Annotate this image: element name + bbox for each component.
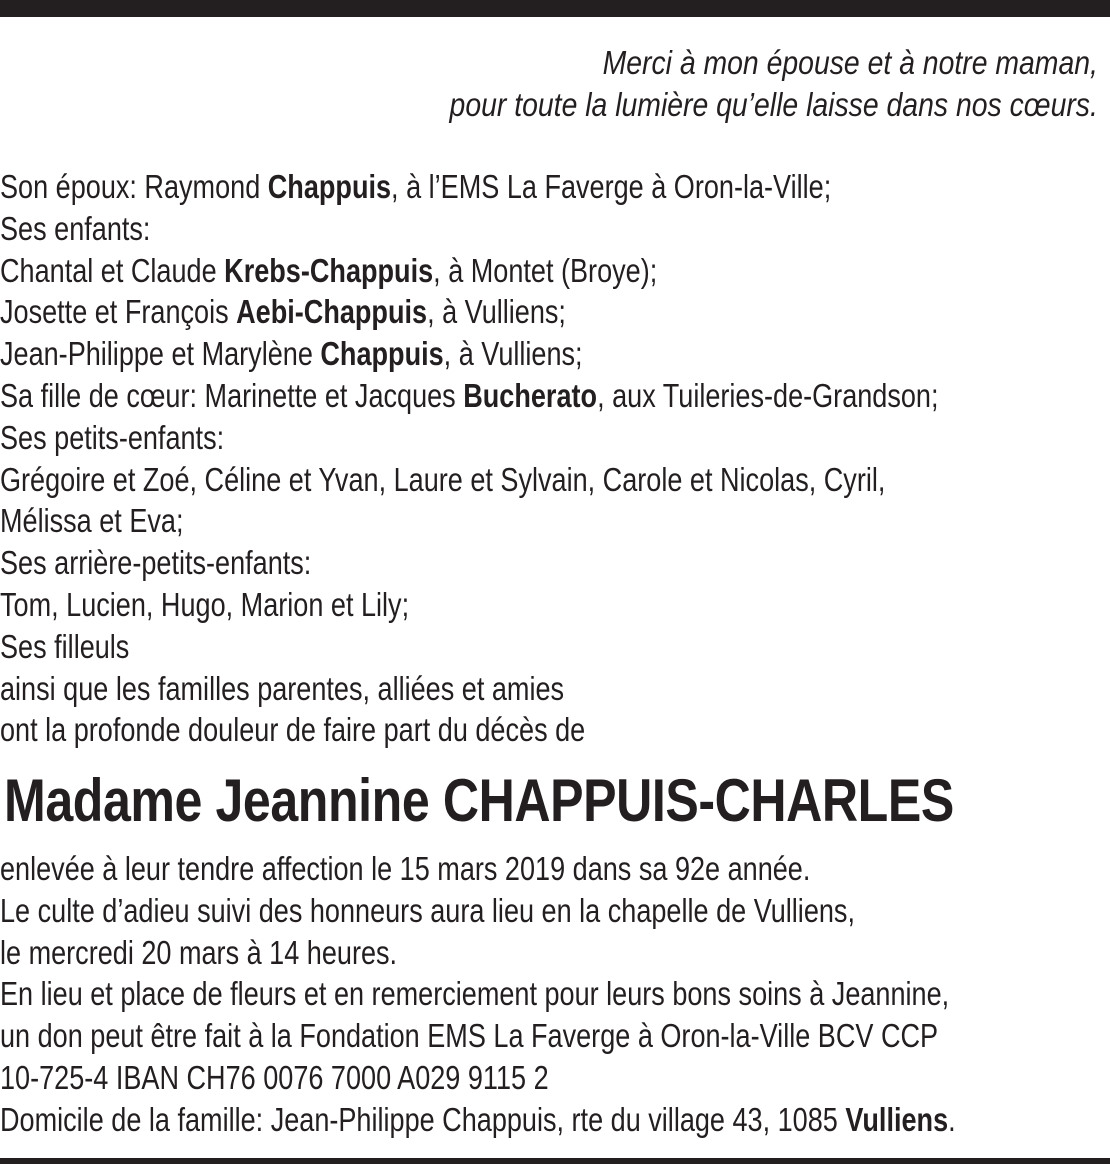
grandchildren-line: Mélissa et Eva; bbox=[0, 502, 184, 540]
spouse-line: Son époux: Raymond Chappuis, à l’EMS La Faverge à Oron-la-Ville; bbox=[0, 168, 832, 205]
details-line: un don peut être fait à la Fondation EMS La Faverge à Oron-la-Ville BCV CCP bbox=[0, 1017, 939, 1055]
child-line: Josette et François Aebi-Chappuis, à Vulliens; bbox=[0, 293, 566, 331]
great-grandchildren-heading: Ses arrière-petits-enfants: bbox=[0, 544, 312, 582]
details-line: enlevée à leur tendre affection le 15 mars 2019 dans sa 92e année. bbox=[0, 850, 811, 887]
family-list bbox=[0, 166, 938, 751]
announcement-line: ont la profonde douleur de faire part du décès de bbox=[0, 711, 586, 749]
child-line: Jean-Philippe et Marylène Chappuis, à Vulliens; bbox=[0, 335, 583, 373]
godchildren-line: Ses filleuls bbox=[0, 627, 130, 665]
epigraph-line: Merci à mon épouse et à notre maman, bbox=[602, 44, 1098, 81]
epigraph bbox=[450, 42, 1098, 126]
epigraph-line: pour toute la lumière qu’elle laisse dans nos cœurs. bbox=[449, 86, 1098, 123]
details-line: 10-725-4 IBAN CH76 0076 7000 A029 9115 2 bbox=[0, 1058, 549, 1096]
children-heading: Ses enfants: bbox=[0, 209, 151, 247]
top-rule bbox=[0, 0, 1110, 17]
deceased-name: Madame Jeannine CHAPPUIS-CHARLES bbox=[4, 767, 954, 834]
domicile-line: Domicile de la famille: Jean-Philippe Chappuis, rte du village 43, 1085 Vulliens. bbox=[0, 1100, 956, 1138]
details-line: le mercredi 20 mars à 14 heures. bbox=[0, 933, 398, 971]
details bbox=[0, 848, 956, 1141]
heart-daughter-line: Sa fille de cœur: Marinette et Jacques Bucherato, aux Tuileries-de-Grandson; bbox=[0, 376, 939, 414]
details-line: En lieu et place de fleurs et en remerciement pour leurs bons soins à Jeannine, bbox=[0, 975, 950, 1013]
details-line: Le culte d’adieu suivi des honneurs aura lieu en la chapelle de Vulliens, bbox=[0, 891, 855, 929]
great-grandchildren-line: Tom, Lucien, Hugo, Marion et Lily; bbox=[0, 585, 410, 623]
child-line: Chantal et Claude Krebs-Chappuis, à Montet (Broye); bbox=[0, 251, 658, 289]
bottom-rule bbox=[0, 1158, 1110, 1164]
grandchildren-line: Grégoire et Zoé, Céline et Yvan, Laure et Sylvain, Carole et Nicolas, Cyril, bbox=[0, 460, 886, 498]
relatives-line: ainsi que les familles parentes, alliées et amies bbox=[0, 669, 565, 707]
grandchildren-heading: Ses petits-enfants: bbox=[0, 418, 225, 456]
